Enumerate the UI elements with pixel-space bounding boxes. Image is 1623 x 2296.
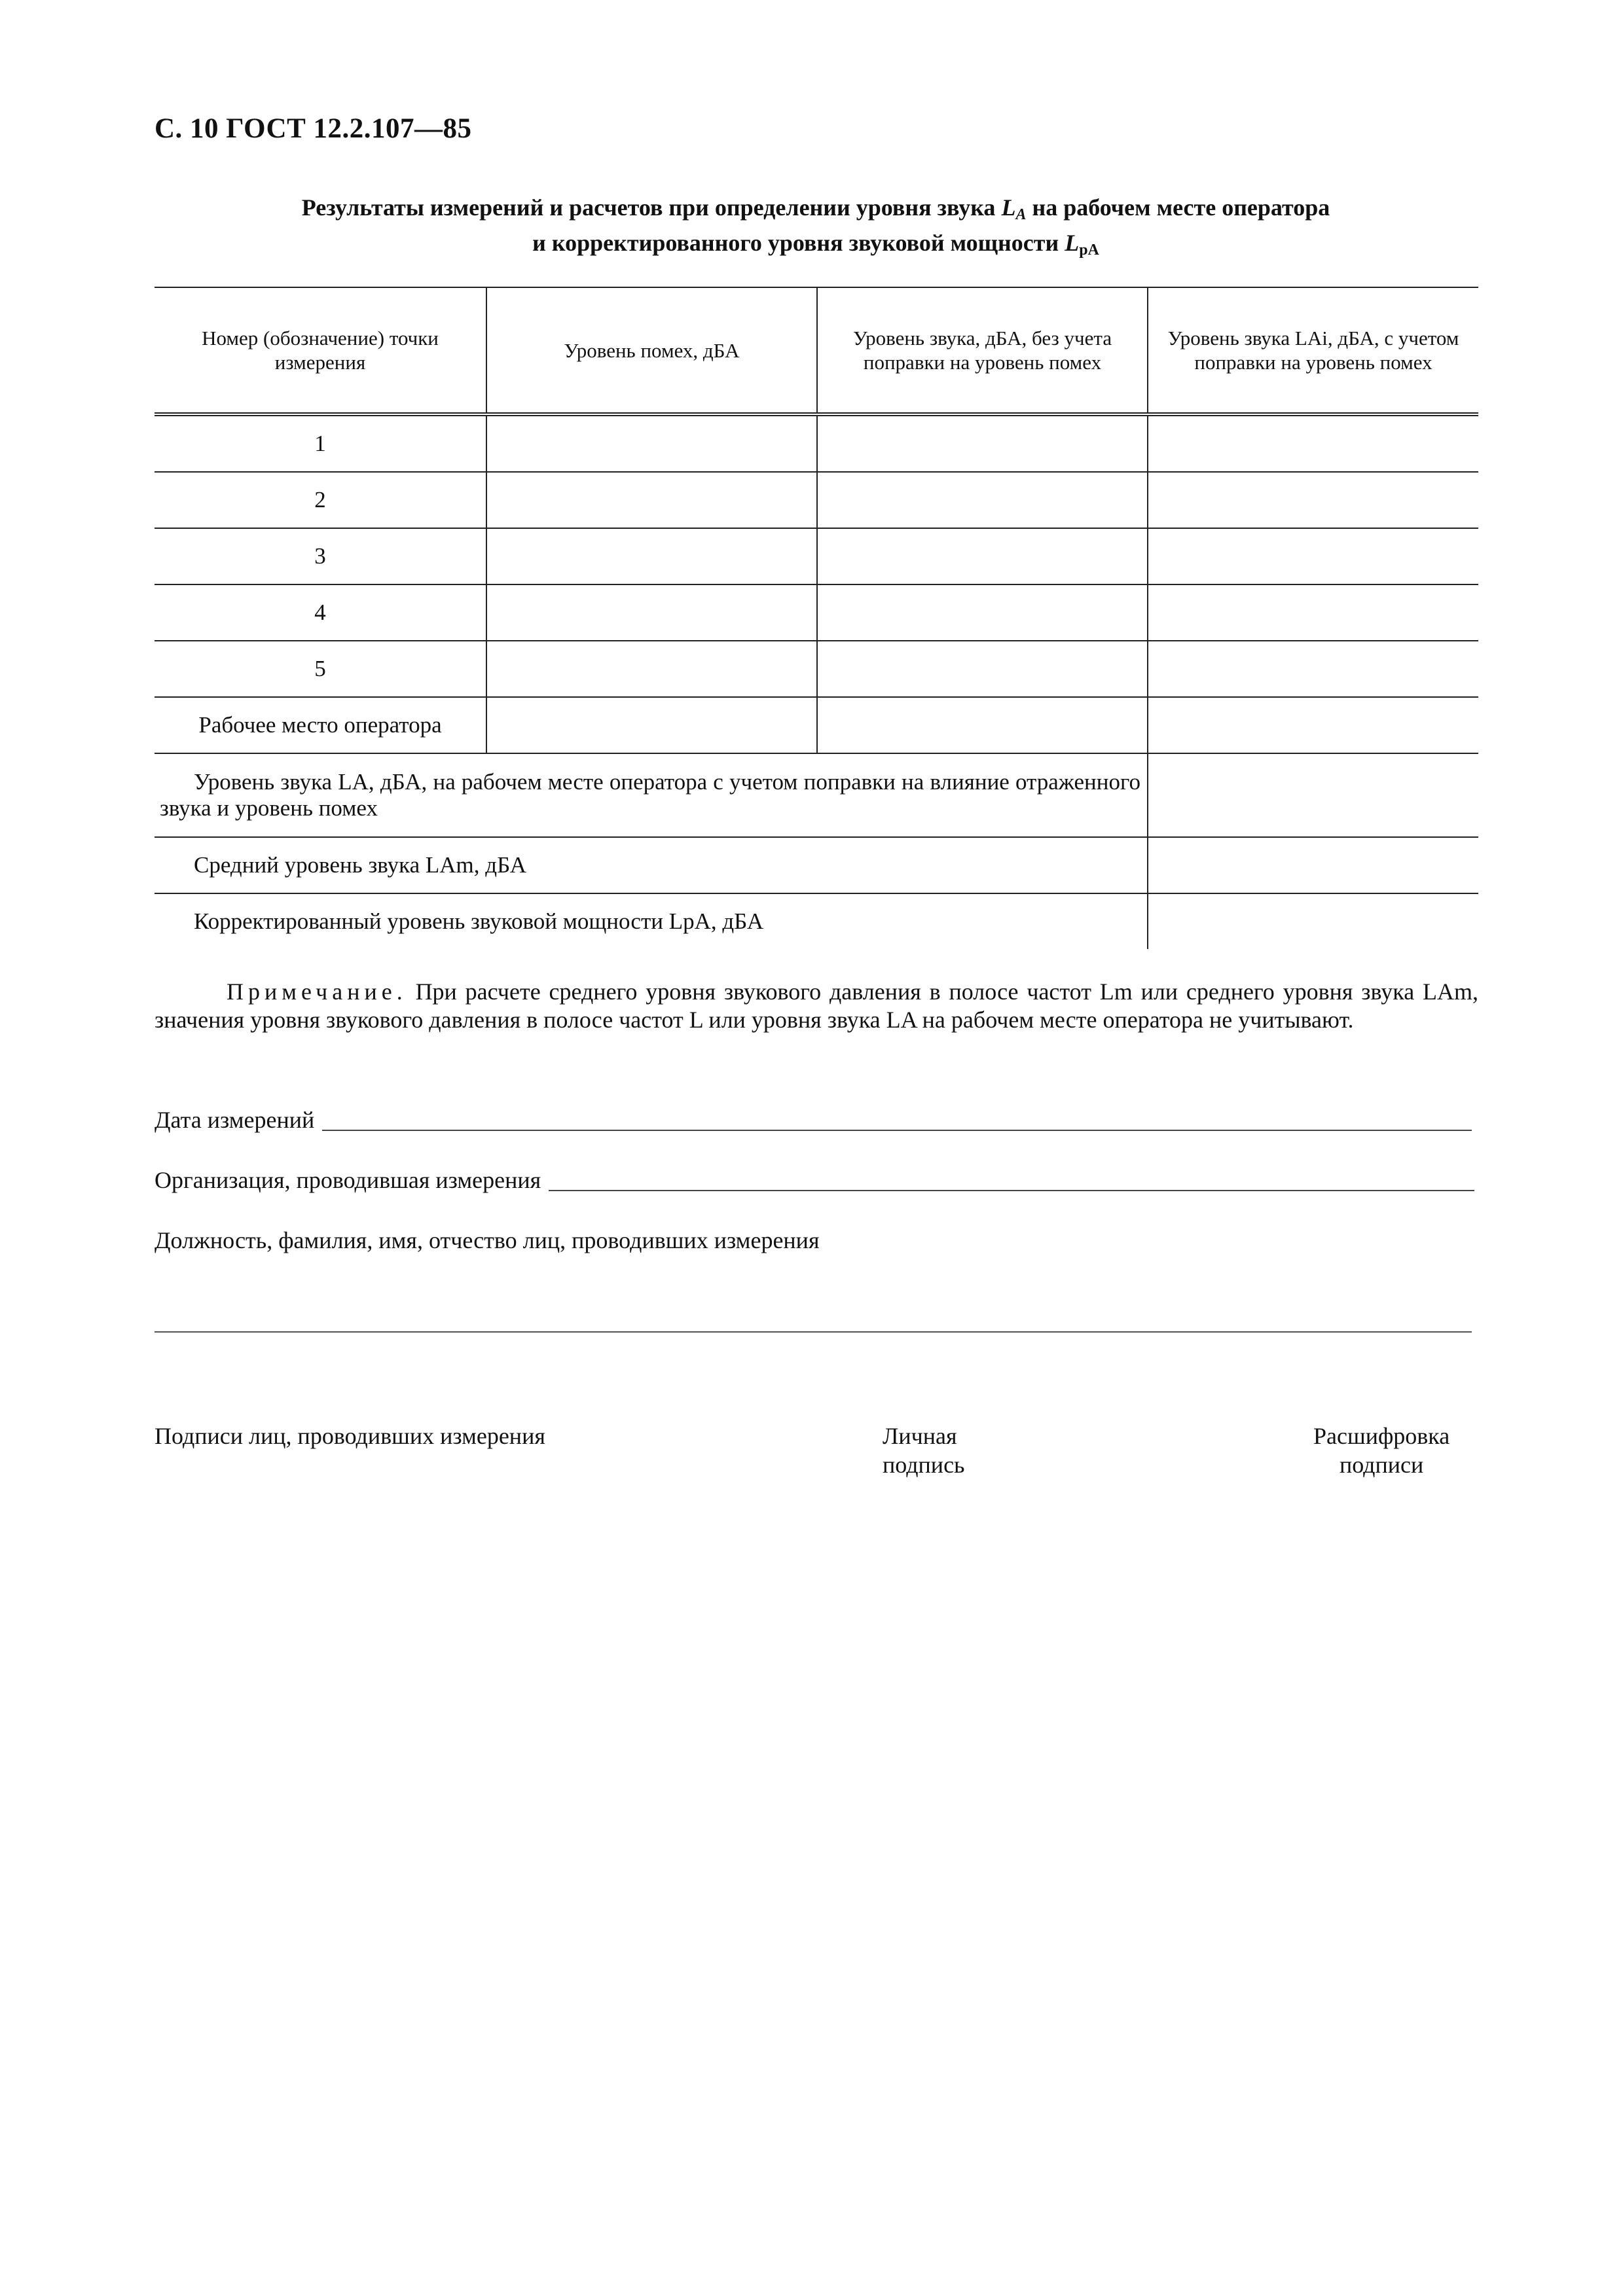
empty-cell[interactable] — [486, 472, 817, 528]
date-input-line[interactable] — [322, 1130, 1472, 1131]
summary-label: Средний уровень звука LAm, дБА — [155, 837, 1148, 893]
note-label: Примечание. — [227, 978, 407, 1005]
persons-field — [155, 1227, 1474, 1254]
empty-cell[interactable] — [817, 641, 1148, 697]
empty-cell[interactable] — [1148, 893, 1478, 949]
empty-cell[interactable] — [486, 584, 817, 641]
persons-label: Должность, фамилия, имя, отчество лиц, проводивших измерения — [155, 1227, 820, 1253]
header-noise-level: Уровень помех, дБА — [486, 287, 817, 414]
empty-cell[interactable] — [817, 697, 1148, 753]
row-label: 3 — [155, 528, 486, 584]
empty-cell[interactable] — [486, 697, 817, 753]
header-level-corrected: Уровень звука LАi, дБА, с учетом поправки на уровень помех — [1148, 287, 1478, 414]
persons-input-line[interactable] — [155, 1331, 1472, 1333]
header-point-number: Номер (обозначение) точки измерения — [155, 287, 486, 414]
summary-row-average-level — [155, 837, 1478, 893]
table-title-line-1: Результаты измерений и расчетов при определении уровня звука $L_A$ на рабочем месте оператора — [301, 194, 1330, 223]
date-label: Дата измерений — [155, 1107, 315, 1133]
empty-cell[interactable] — [1148, 528, 1478, 584]
summary-label: Уровень звука LA, дБА, на рабочем месте оператора с учетом поправки на влияние отраженного звука и уровень помех — [155, 753, 1148, 837]
empty-cell[interactable] — [817, 584, 1148, 641]
note-text: При расчете среднего уровня звукового давления в полосе частот Lm или среднего уровня звука LAm, значения уровня звукового давления в полосе частот L или уровня звука LA на рабочем месте оператора не учитывают. — [155, 978, 1479, 1033]
table-row — [155, 697, 1478, 753]
empty-cell[interactable] — [1148, 837, 1478, 893]
organization-field — [155, 1166, 1474, 1194]
empty-cell[interactable] — [1148, 414, 1478, 472]
table-row — [155, 584, 1478, 641]
organization-input-line[interactable] — [549, 1190, 1474, 1191]
table-row — [155, 528, 1478, 584]
empty-cell[interactable] — [1148, 697, 1478, 753]
row-label: 5 — [155, 641, 486, 697]
empty-cell[interactable] — [1148, 641, 1478, 697]
summary-row-sound-power — [155, 893, 1478, 949]
table-header-row — [155, 287, 1478, 414]
empty-cell[interactable] — [1148, 584, 1478, 641]
empty-cell[interactable] — [817, 528, 1148, 584]
empty-cell[interactable] — [817, 414, 1148, 472]
table-row — [155, 414, 1478, 472]
row-label: 4 — [155, 584, 486, 641]
results-table — [155, 287, 1478, 949]
organization-label: Организация, проводившая измерения — [155, 1167, 541, 1193]
table-title — [155, 194, 1477, 264]
header-level-uncorrected: Уровень звука, дБА, без учета поправки на уровень помех — [817, 287, 1148, 414]
date-field — [155, 1106, 1472, 1134]
row-label: Рабочее место оператора — [155, 697, 486, 753]
table-row — [155, 641, 1478, 697]
page-header: С. 10 ГОСТ 12.2.107—85 — [155, 113, 472, 144]
summary-label: Корректированный уровень звуковой мощности LpA, дБА — [194, 908, 764, 934]
table-row — [155, 472, 1478, 528]
row-label: 1 — [155, 414, 486, 472]
signatures-label: Подписи лиц, проводивших измерения — [155, 1423, 545, 1449]
note — [155, 978, 1478, 1034]
empty-cell[interactable] — [1148, 472, 1478, 528]
table-title-line-2: и корректированного уровня звуковой мощности $L_{pA}$ — [532, 230, 1099, 259]
empty-cell[interactable] — [817, 472, 1148, 528]
signature-decode-caption: Расшифровка подписи — [1313, 1423, 1450, 1478]
empty-cell[interactable] — [1148, 753, 1478, 837]
personal-signature-caption: Личная подпись — [883, 1423, 965, 1478]
empty-cell[interactable] — [486, 641, 817, 697]
empty-cell[interactable] — [486, 414, 817, 472]
summary-row-corrected-level — [155, 753, 1478, 837]
empty-cell[interactable] — [486, 528, 817, 584]
row-label: 2 — [155, 472, 486, 528]
